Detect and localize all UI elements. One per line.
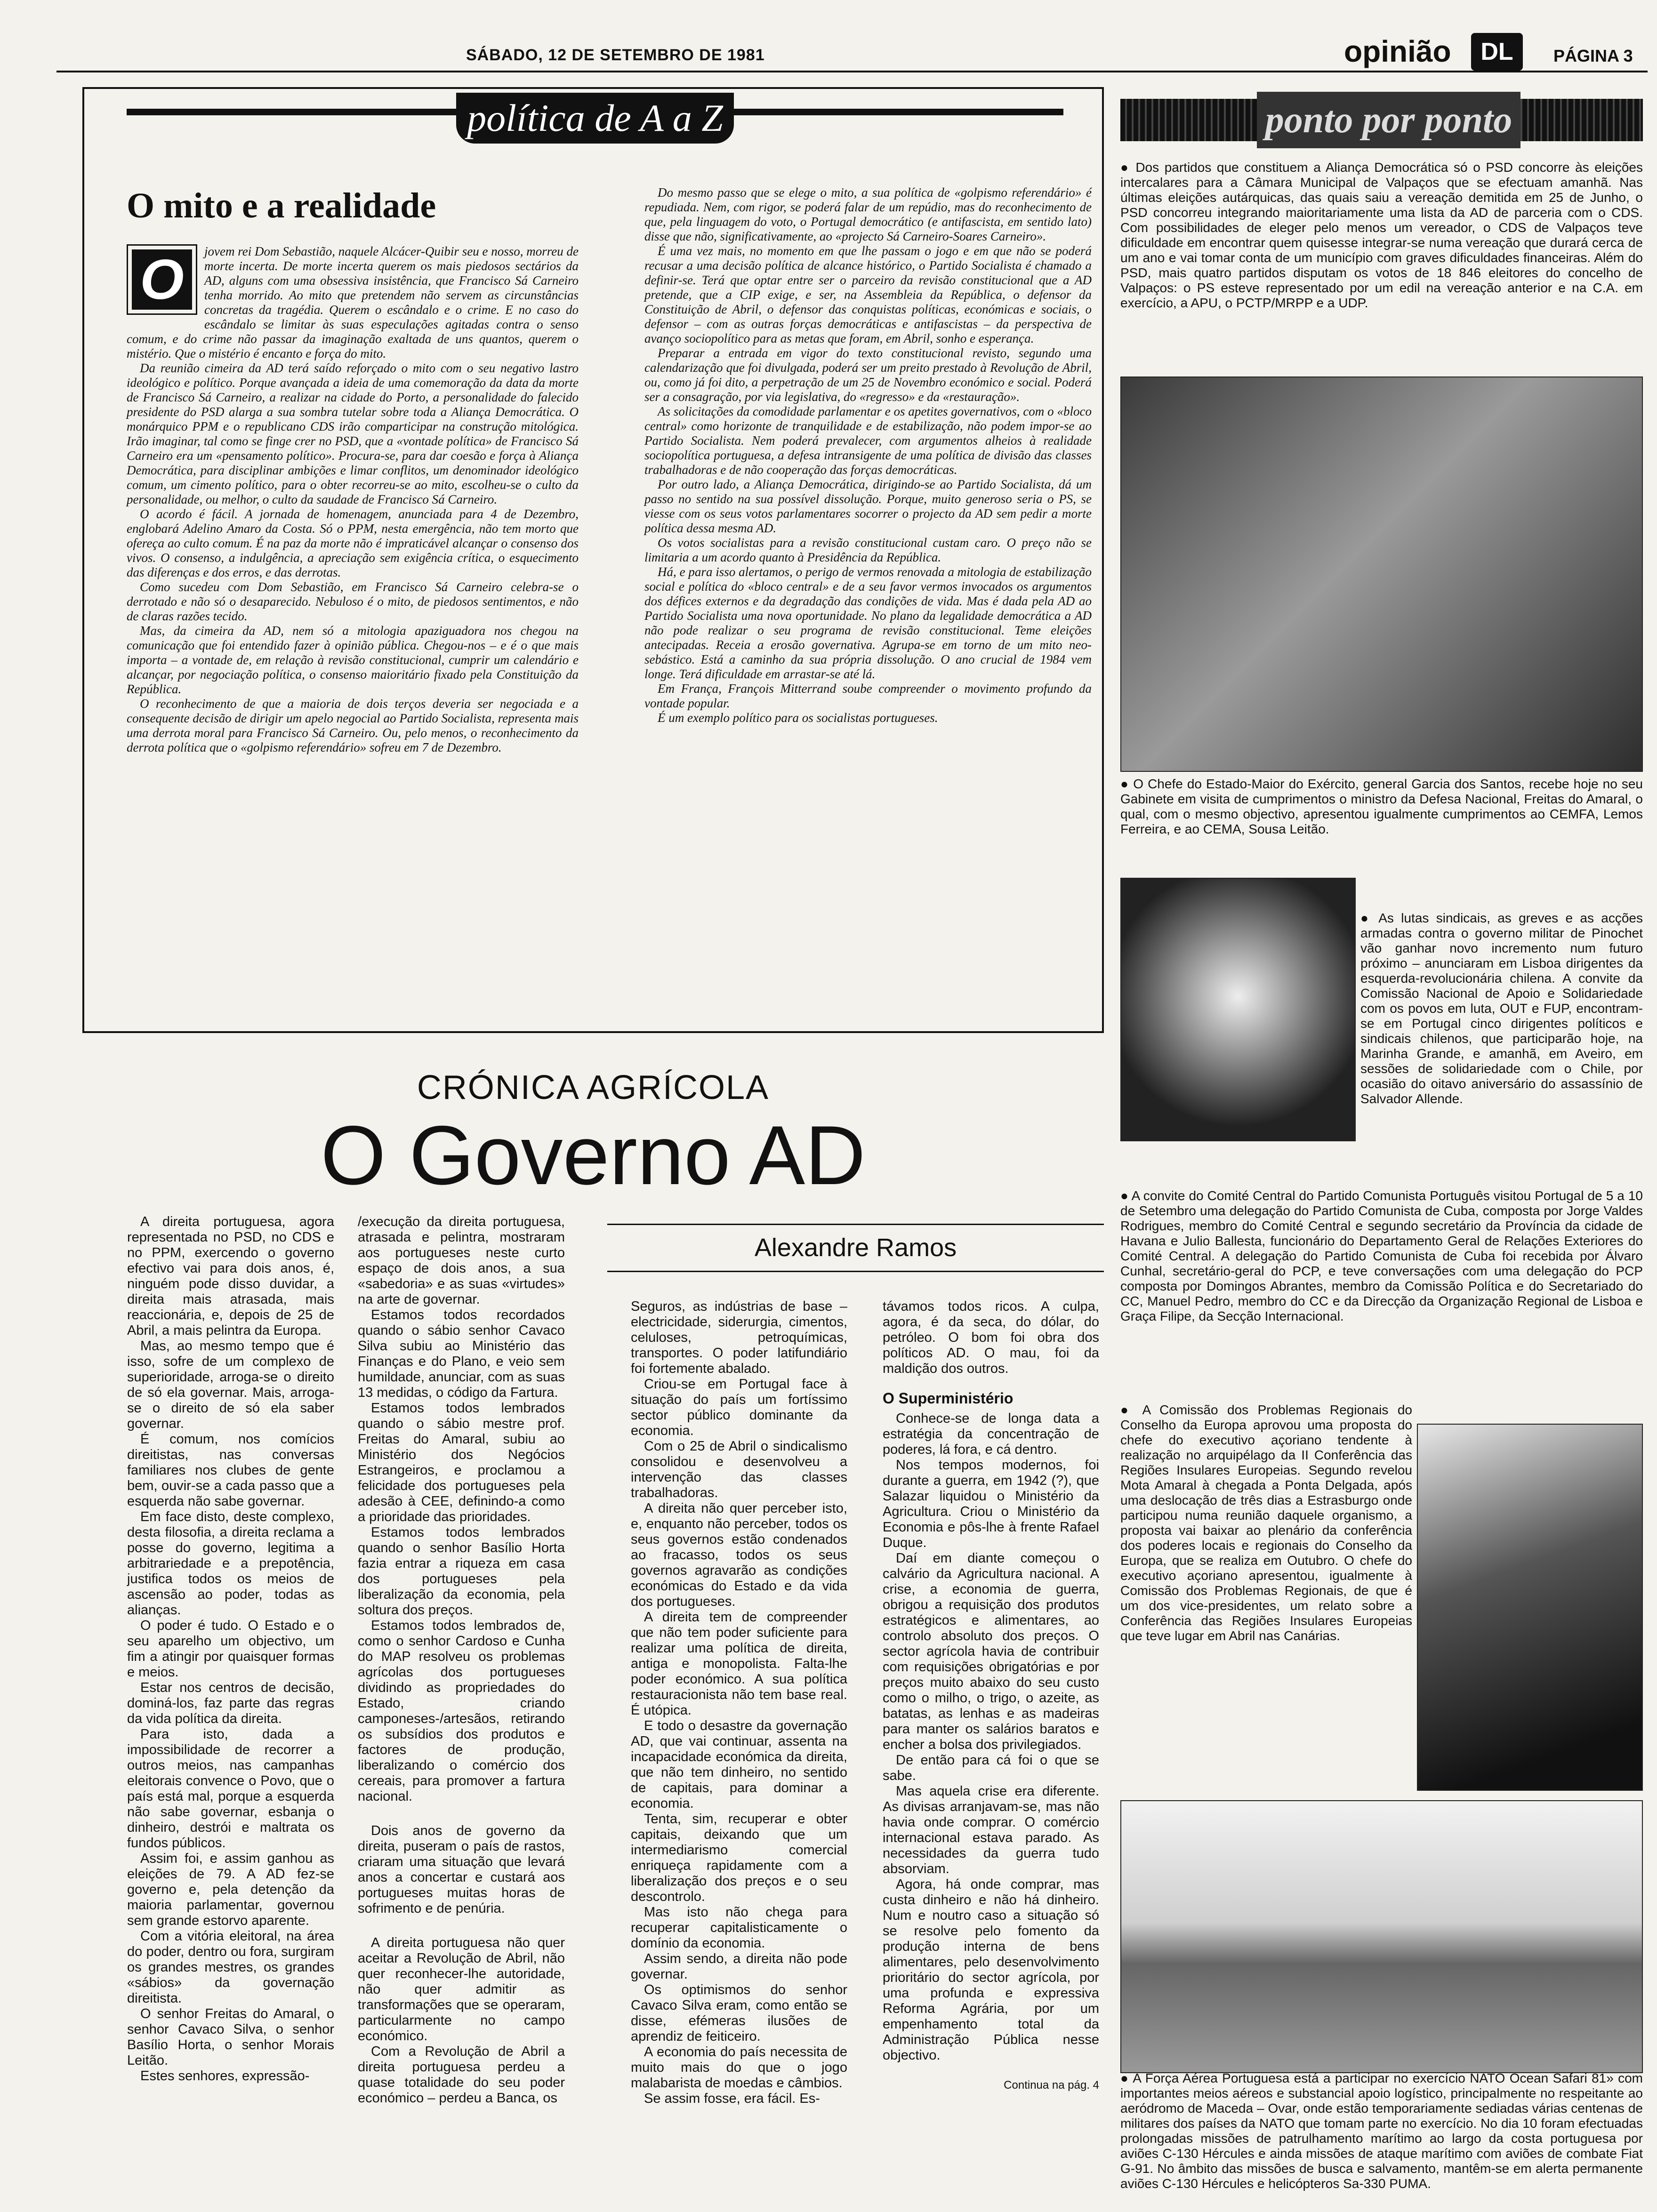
politica-paragraph: As solicitações da comodidade parlamentar e os apetites governativos, com o «bloco central» como horizonte de tranquilidade e de estabilização, não podem impor-se ao Partido Socialista. Nem poderá prevalecer, com argumentos alheios à realidade sociopolítica portuguesa, a defesa intransigente de uma política de divisão das classes trabalhadoras e de não cooperação das forças democráticas. bbox=[644, 404, 1092, 477]
politica-paragraph: Preparar a entrada em vigor do texto constitucional revisto, segundo uma calendarização que foi divulgada, poderá ser um preito prestado à Revolução de Abril, ou, como já foi dito, a perpetração de um 25 de Novembro económico e social. Poderá ser a consagração, por via legislativa, do «regresso» e da «restauração». bbox=[644, 346, 1092, 404]
cronica-paragraph: távamos todos ricos. A culpa, agora, é da seca, do dólar, do petróleo. O bom foi obra dos políticos AD. O mau, foi da maldição dos outros. bbox=[883, 1299, 1099, 1376]
photo-helicopter bbox=[1120, 1800, 1643, 2073]
photo-allende-portrait bbox=[1120, 878, 1356, 1141]
politica-paragraph: Como sucedeu com Dom Sebastião, em Francisco Sá Carneiro celebra-se o derrotado e não só o desaparecido. Nebuloso é o mito, de piedosos sentimentos, e não de claras razões tecido. bbox=[127, 580, 579, 623]
photo-military-meeting bbox=[1120, 377, 1643, 772]
ponto-item-2 bbox=[1120, 777, 1643, 837]
cronica-paragraph: Agora, há onde comprar, mas custa dinheiro e não há dinheiro. Num e noutro caso a situação só se resolve pelo fomento da produção interna de bens alimentares, pelo desenvolvimento prioritário do sector agrícola, por uma profunda e expressiva Reforma Agrária, por um empenhamento total da Administração Pública nesse objectivo. bbox=[883, 1877, 1099, 2063]
ponto-paragraph: ● As lutas sindicais, as greves e as acções armadas contra o governo militar de Pinochet vão ganhar novo incremento num futuro próximo – anunciaram em Lisboa dirigentes da esquerda-revolucionária chilena. A convite da Comissão Nacional de Apoio e Solidariedade com os povos em luta, OUT e FUP, encontram-se em Portugal cinco dirigentes políticos e sindicais chilenos, que participarão hoje, na Marinha Grande, e amanhã, em Aveiro, em sessões de solidariedade com o Chile, por ocasião do oitavo aniversário do assassínio de Salvador Allende. bbox=[1360, 911, 1643, 1106]
cronica-paragraph: A direita tem de compreender que não tem poder suficiente para realizar uma política de direita, antiga e monopolista. Falta-lhe poder económico. A sua política restauracionista não tem base real. É utópica. bbox=[631, 1610, 847, 1718]
cronica-paragraph: Seguros, as indústrias de base – electricidade, siderurgia, cimentos, celuloses, petroquímicas, transportes. O poder latifundiário foi fortemente abalado. bbox=[631, 1299, 847, 1376]
cronica-paragraph: Mas, ao mesmo tempo que é isso, sofre de um complexo de superioridade, arroga-se o direito de só ela governar. Mais, arroga-se o direito de só ela saber governar. bbox=[127, 1338, 334, 1431]
header-date: SÁBADO, 12 DE SETEMBRO DE 1981 bbox=[466, 46, 765, 64]
cronica-paragraph: E todo o desastre da governação AD, que vai continuar, assenta na incapacidade económica da direita, que não tem dinheiro, no sentido de capitais, para dominar a economia. bbox=[631, 1718, 847, 1811]
politica-box bbox=[82, 87, 1104, 1033]
ponto-paragraph: ● A Comissão dos Problemas Regionais do Conselho da Europa aprovou uma proposta do chefe do executivo açoriano tendente à realização no arquipélago da II Conferência das Regiões Insulares Europeias. Segundo revelou Mota Amaral à chegada a Ponta Delgada, após uma deslocação de três dias a Estrasburgo onde participou numa reunião daquele organismo, a proposta vai baixar ao plenário da conferência dos poderes locais e regionais do Conselho da Europa, que se realiza em Outubro. O chefe do executivo açoriano apresentou, igualmente à Comissão dos Problemas Regionais, de que é um dos vice-presidentes, um relato sobre a Conferência das Regiões Insulares Europeias que teve lugar em Abril nas Canárias. bbox=[1120, 1403, 1412, 1643]
cronica-title: O Governo AD bbox=[321, 1108, 866, 1202]
politica-column-1 bbox=[127, 244, 579, 755]
cronica-paragraph: Estes senhores, expressão- bbox=[140, 2068, 310, 2084]
ponto-paragraph: ● O Chefe do Estado-Maior do Exército, general Garcia dos Santos, recebe hoje no seu Gabinete em visita de cumprimentos o ministro da Defesa Nacional, Freitas do Amaral, o qual, com o mesmo objectivo, apresentou igualmente cumprimentos ao CEMFA, Lemos Ferreira, e ao CEMA, Sousa Leitão. bbox=[1120, 777, 1643, 836]
cronica-column-4 bbox=[883, 1299, 1099, 2093]
cronica-paragraph: Estamos todos lembrados quando o sábio mestre prof. Freitas do Amaral, subiu ao Ministério dos Negócios Estrangeiros, e proclamou a felicidade dos portugueses pela adesão à CEE, definindo-a como a prioridade das prioridades. bbox=[358, 1401, 565, 1524]
cronica-paragraph: Criou-se em Portugal face à situação do país um fortíssimo sector público dominante da economia. bbox=[631, 1377, 847, 1438]
ponto-item-5 bbox=[1120, 1403, 1412, 1643]
cronica-paragraph: Estar nos centros de decisão, dominá-los, faz parte das regras da vida política da direita. bbox=[127, 1680, 334, 1726]
cronica-paragraph: De então para cá foi o que se sabe. bbox=[883, 1753, 1099, 1783]
cronica-paragraph: A direita portuguesa não quer aceitar a Revolução de Abril, não quer reconhecer-lhe autoridade, não quer admitir as transformações que se operaram, particularmente no campo económico. bbox=[358, 1935, 565, 2044]
newspaper-logo: DL bbox=[1471, 33, 1523, 71]
ponto-item-6 bbox=[1120, 2071, 1643, 2191]
cronica-paragraph: A economia do país necessita de muito mais do que o jogo malabarista de moedas e câmbios. bbox=[631, 2044, 847, 2091]
page-header bbox=[0, 0, 1657, 71]
cronica-paragraph: Mas aquela crise era diferente. As divisas arranjavam-se, mas não havia onde comprar. O comércio internacional estava parado. As necessidades da guerra tudo absorviam. bbox=[883, 1784, 1099, 1876]
cronica-paragraph: Daí em diante começou o calvário da Agricultura nacional. A crise, a economia de guerra, obrigou a requisição dos produtos estratégicos e alimentares, ao controlo absoluto dos preços. O sector agrícola havia de contribuir com requisições obrigatórias e por preços muito abaixo do seu custo como o milho, o trigo, o azeite, as batatas, as lenhas e as madeiras para manter os salários baratos e encher a bolsa dos privilegiados. bbox=[883, 1551, 1099, 1752]
article-title: O mito e a realidade bbox=[127, 186, 436, 225]
politica-paragraph: Há, e para isso alertamos, o perigo de vermos renovada a mitologia de estabilização social e política do «bloco central» e de a seu favor vermos invocados os argumentos dos défices externos e da degradação das condições de vida. Mas é dada pela AD ao Partido Socialista uma nova oportunidade. No plano da legalidade democrática a AD não pode realizar o seu programa de revisão constitucional. Teme eleições antecipadas. Receia a erosão governativa. Agrupa-se em torno de um mito neo-sebástico. Está a caminho da sua própria dissolução. O ano crucial de 1984 vem longe. Terá dificuldade em arrastar-se até lá. bbox=[644, 565, 1092, 681]
cronica-paragraph: /execução da direita portuguesa, atrasada e pelintra, mostraram aos portugueses neste curto espaço de dois anos, a sua «sabedoria» e as suas «virtudes» na arte de governar. bbox=[358, 1214, 565, 1307]
author-rule-top bbox=[607, 1224, 1104, 1225]
politica-paragraph: Os votos socialistas para a revisão constitucional custam caro. O preço não se limitaria a um acordo quanto à Presidência da República. bbox=[644, 536, 1092, 564]
cronica-paragraph: Com a vitória eleitoral, na área do poder, dentro ou fora, surgiram os grandes mestres, os grandes «sábios» da governação direitista. bbox=[127, 1929, 334, 2006]
section-label: opinião bbox=[1344, 34, 1451, 68]
politica-paragraph: Da reunião cimeira da AD terá saído reforçado o mito com o seu negativo lastro ideológico e político. Porque avançada a ideia de uma comemoração da data da morte de Francisco Sá Carneiro, a realizar na cidade do Porto, a personalidade do falecido presidente do PSD alarga a sua sombra tutelar sobre toda a Aliança Democrática. O monárquico PPM e o republicano CDS irão comparticipar na construção mitológica. Irão imaginar, tal como se finge crer no PSD, que a «vontade política» de Francisco Sá Carneiro era um «pensamento político». Procura-se, para dar coesão e força à Aliança Democrática, para disciplinar ambições e limar conflitos, um denominador ideológico comum, um cimento político, para o obter recorreu-se ao mito, escolheu-se o culto da personalidade, ou melhor, o culto da saudade de Francisco Sá Carneiro. bbox=[127, 361, 579, 506]
politica-paragraph: O acordo é fácil. A jornada de homenagem, anunciada para 4 de Dezembro, englobará Adelino Amaro da Costa. Só o PPM, nesta emergência, não tem morto que ofereça ao culto comum. É na paz da morte não é impraticável alcançar o consenso dos vivos. O consenso, a indulgência, a apreciação sem exigência crítica, o esquecimento das diferenças e dos erros, e das derrotas. bbox=[127, 507, 579, 579]
cronica-paragraph: Assim sendo, a direita não pode governar. bbox=[631, 1951, 847, 1982]
cronica-paragraph: Conhece-se de longa data a estratégia da concentração de poderes, lá fora, e cá dentro. bbox=[883, 1411, 1099, 1457]
cronica-paragraph: A direita portuguesa, agora representada no PSD, no CDS e no PPM, exercendo o governo efectivo vai para dois anos, é, ninguém pode disso duvidar, a direita mais atrasada, mais reaccionária, e, depois de 25 de Abril, a mais pelintra da Europa. bbox=[127, 1214, 334, 1338]
ponto-item-4 bbox=[1120, 1188, 1643, 1324]
politica-paragraph: Por outro lado, a Aliança Democrática, dirigindo-se ao Partido Socialista, dá um passo no sentido na sua possível dissolução. Porque, muito generoso seria o PS, se viesse com os seus votos parlamentares socorrer o projecto da AD sem pedir a morte política dessa mesma AD. bbox=[644, 477, 1092, 535]
cronica-paragraph: Se assim fosse, era fácil. Es- bbox=[644, 2091, 820, 2106]
header-rule bbox=[56, 71, 1648, 72]
politica-paragraph: Em França, François Mitterrand soube compreender o movimento profundo da vontade popular. bbox=[644, 681, 1092, 710]
photo-mota-amaral bbox=[1417, 1424, 1643, 1791]
ponto-item-1 bbox=[1120, 160, 1643, 311]
cronica-column-2 bbox=[358, 1214, 565, 2106]
cronica-paragraph: A direita não quer perceber isto, e, enquanto não perceber, todos os seus governos estão condenados ao fracasso, todos os seus governos agravarão as condições económicas do Estado e da vida dos portugueses. bbox=[631, 1501, 847, 1609]
cronica-paragraph: Assim foi, e assim ganhou as eleições de 79. A AD fez-se governo e, pela detenção da maioria parlamentar, governou sem grande estorvo aparente. bbox=[127, 1851, 334, 1928]
politica-banner: política de A a Z bbox=[456, 93, 734, 144]
cronica-paragraph: Com o 25 de Abril o sindicalismo consolidou e desenvolveu a intervenção das classes trabalhadoras. bbox=[631, 1439, 847, 1500]
cronica-paragraph: Tenta, sim, recuperar e obter capitais, deixando que um intermediarismo comercial enriqueça rapidamente com a liberalização dos preços e o seu descontrolo. bbox=[631, 1811, 847, 1904]
subhead-superministerio: O Superministério bbox=[883, 1390, 1014, 1407]
banner-rule-left bbox=[127, 109, 456, 115]
politica-paragraph: Mas, da cimeira da AD, nem só a mitologia apaziguadora nos chegou na comunicação que foi entendido fazer à opinião pública. Chegou-nos – e é o que mais importa – a vontade de, em relação à revisão constitucional, cumprir um calendário e alcançar, por negociação política, o consenso maioritário fixado pela Constituição da República. bbox=[127, 624, 579, 696]
politica-column-2 bbox=[644, 185, 1092, 725]
politica-paragraph: jovem rei Dom Sebastião, naquele Alcácer-Quibir seu e nosso, morreu de morte incerta. De morte incerta querem os mais piedosos sectários da AD, alguns com uma obsessiva insistência, que Francisco Sá Carneiro tenha morrido. Ao mito que pretendem não servem as circunstâncias concretas da tragédia. Querem o escândalo e o crime. E no caso do escândalo se limitar às suas especulações agitadas contra o senso comum, e do crime não passar da imaginação exaltada de uns quantos, querem o mistério. Que o mistério é encanto e força do mito. bbox=[127, 244, 579, 361]
ponto-banner: ponto por ponto bbox=[1257, 92, 1520, 148]
author-byline: Alexandre Ramos bbox=[754, 1234, 957, 1262]
banner-rule-right bbox=[734, 109, 1063, 115]
cronica-paragraph: O poder é tudo. O Estado e o seu aparelho um objectivo, um fim a atingir por quaisquer formas e meios. bbox=[127, 1618, 334, 1680]
ponto-item-3 bbox=[1360, 911, 1643, 1106]
politica-paragraph: Do mesmo passo que se elege o mito, a sua política de «golpismo referendário» é repudiada. Nem, com rigor, se poderá falar de um repúdio, mas do reconhecimento de que, pela linguagem do voto, o Portugal democrático (e antifascista, em sentido lato) disse que não, significativamente, ao «projecto Sá Carneiro-Soares Carneiro». bbox=[644, 185, 1092, 243]
cronica-paragraph: Dois anos de governo da direita, puseram o país de rastos, criaram uma situação que levará anos a concertar e custará aos portugueses muitas horas de sofrimento e de penúria. bbox=[358, 1823, 565, 1916]
cronica-paragraph: Em face disto, deste complexo, desta filosofia, a direita reclama a posse do governo, legitima a arbitrariedade e a prepotência, justifica todos os meios de ascensão ao poder, todas as alianças. bbox=[127, 1509, 334, 1618]
drop-cap: O bbox=[132, 249, 192, 310]
cronica-paragraph: Para isto, dada a impossibilidade de recorrer a outros meios, nas campanhas eleitorais convence o Povo, que o país está mal, porque a esquerda não sabe governar, esbanja o dinheiro, destrói e maltrata os fundos públicos. bbox=[127, 1727, 334, 1851]
cronica-paragraph: O senhor Freitas do Amaral, o senhor Cavaco Silva, o senhor Basílio Horta, o senhor Morais Leitão. bbox=[127, 2006, 334, 2068]
cronica-paragraph: Estamos todos lembrados quando o senhor Basílio Horta fazia entrar a riqueza em casa dos portugueses pela liberalização da economia, pela soltura dos preços. bbox=[358, 1525, 565, 1618]
ponto-paragraph: ● Dos partidos que constituem a Aliança Democrática só o PSD concorre às eleições intercalares para a Câmara Municipal de Valpaços que se efectuam amanhã. Nas últimas eleições autárquicas, das quais saiu a vereação demitida em 25 de Junho, o PSD concorreu integrando maioritariamente uma lista da AD de parceria com o CDS. Com possibilidades de eleger pelo menos um vereador, o CDS de Valpaços teve dificuldade em encontrar quem quisesse integrar-se numa vereação que durará cerca de um ano e vai tomar conta de um município com graves dificuldades financeiras. Além do PSD, mais quatro partidos disputam os votos de 18 846 eleitores do concelho de Valpaços: o PS esteve representado por um edil na vereação anterior e na C.A. em exercício, a APU, o PCTP/MRPP e a UDP. bbox=[1120, 160, 1643, 310]
ponto-paragraph: ● A Força Aérea Portuguesa está a participar no exercício NATO Ocean Safari 81» com importantes meios aéreos e substancial apoio logístico, principalmente no respeitante ao aeródromo de Maceda – Ovar, onde estão temporariamente sediadas várias centenas de militares dos países da NATO que tomam parte no exercício. No dia 10 foram efectuadas prolongadas missões de patrulhamento marítimo ao largo da costa portuguesa por aviões C-130 Hércules e ainda missões de ataque marítimo com aviões de combate Fiat G-91. No âmbito das missões de busca e salvamento, mantêm-se em alerta permanente aviões C-130 Hércules e helicópteros Sa-330 PUMA. bbox=[1120, 2071, 1643, 2191]
continued-link[interactable]: Continua na pág. 4 bbox=[1004, 2079, 1099, 2092]
cronica-paragraph: Nos tempos modernos, foi durante a guerra, em 1942 (?), que Salazar liquidou o Ministério da Agricultura. Criou o Ministério da Economia e pôs-lhe à frente Rafael Duque. bbox=[883, 1458, 1099, 1550]
politica-paragraph: O reconhecimento de que a maioria de dois terços deveria ser negociada e a consequente decisão de dirigir um apelo negocial ao Partido Socialista, representa mais uma derrota moral para Francisco Sá Carneiro. Ou, pelo menos, o reconhecimento da derrota política que o «golpismo referendário» sofreu em 7 de Dezembro. bbox=[127, 697, 579, 754]
author-rule-bottom bbox=[607, 1271, 1104, 1272]
cronica-paragraph: Os optimismos do senhor Cavaco Silva eram, como então se disse, efémeras ilusões de aprendiz de feiticeiro. bbox=[631, 1982, 847, 2044]
politica-paragraph: É uma vez mais, no momento em que lhe passam o jogo e em que não se poderá recusar a uma decisão política de alcance histórico, o Partido Socialista é chamado a definir-se. Terá que optar entre ser o parceiro da revisão constitucional que a AD pretende, que a CIP exige, e ser, na Assembleia da República, o defensor da Constituição de Abril, o defensor das conquistas políticas, económicas e sociais, o defensor – com as outras forças democráticas e antifascistas – da perspectiva de avanço sociopolítico para as metas que foram, em Abril, sonho e esperança. bbox=[644, 244, 1092, 345]
politica-paragraph: É um exemplo político para os socialistas portugueses. bbox=[658, 711, 938, 725]
cronica-paragraph: É comum, nos comícios direitistas, nas conversas familiares nos clubes de gente bem, ouvir-se a cada passo que a esquerda não sabe governar. bbox=[127, 1432, 334, 1509]
cronica-paragraph: Mas isto não chega para recuperar capitalisticamente o domínio da economia. bbox=[631, 1905, 847, 1951]
cronica-paragraph: Estamos todos recordados quando o sábio senhor Cavaco Silva subiu ao Ministério das Finanças e do Plano, e veio sem humildade, anunciar, com as suas 13 medidas, o código da Fartura. bbox=[358, 1307, 565, 1400]
cronica-column-3 bbox=[631, 1299, 847, 2107]
ponto-column bbox=[1116, 87, 1648, 2196]
cronica-kicker: CRÓNICA AGRÍCOLA bbox=[417, 1069, 770, 1106]
cronica-paragraph: Com a Revolução de Abril a direita portuguesa perdeu a quase totalidade do seu poder económico – perdeu a Banca, os bbox=[358, 2044, 565, 2106]
ponto-paragraph: ● A convite do Comité Central do Partido Comunista Português visitou Portugal de 5 a 10 de Setembro uma delegação do Partido Comunista de Cuba, composta por Jorge Valdes Rodrigues, membro do Comité Central e segundo secretário da Província da cidade de Havana e Julio Ballesta, funcionário do Departamento Geral de Relações Exteriores do Comité Central. A delegação do Partido Comunista de Cuba foi recebida por Álvaro Cunhal, secretário-geral do PCP, e teve conversações com uma delegação do PCP composta por Domingos Abrantes, membro da Comissão Política e do Secretariado do CC, Manuel Pedro, membro do CC e da Direcção da Organização Regional de Lisboa e Graça Filipe, da Secção Internacional. bbox=[1120, 1188, 1643, 1323]
drop-cap-spacer bbox=[127, 244, 204, 322]
page-number: PÁGINA 3 bbox=[1553, 46, 1633, 65]
cronica-column-1 bbox=[127, 1214, 334, 2084]
cronica-paragraph: Estamos todos lembrados de, como o senhor Cardoso e Cunha do MAP resolveu os problemas agrícolas dos portugueses dividindo as propriedades do Estado, criando camponeses-/artesãos, retirando os subsídios dos produtos e factores de produção, liberalizando o comércio dos cereais, para promover a fartura nacional. bbox=[358, 1618, 565, 1804]
